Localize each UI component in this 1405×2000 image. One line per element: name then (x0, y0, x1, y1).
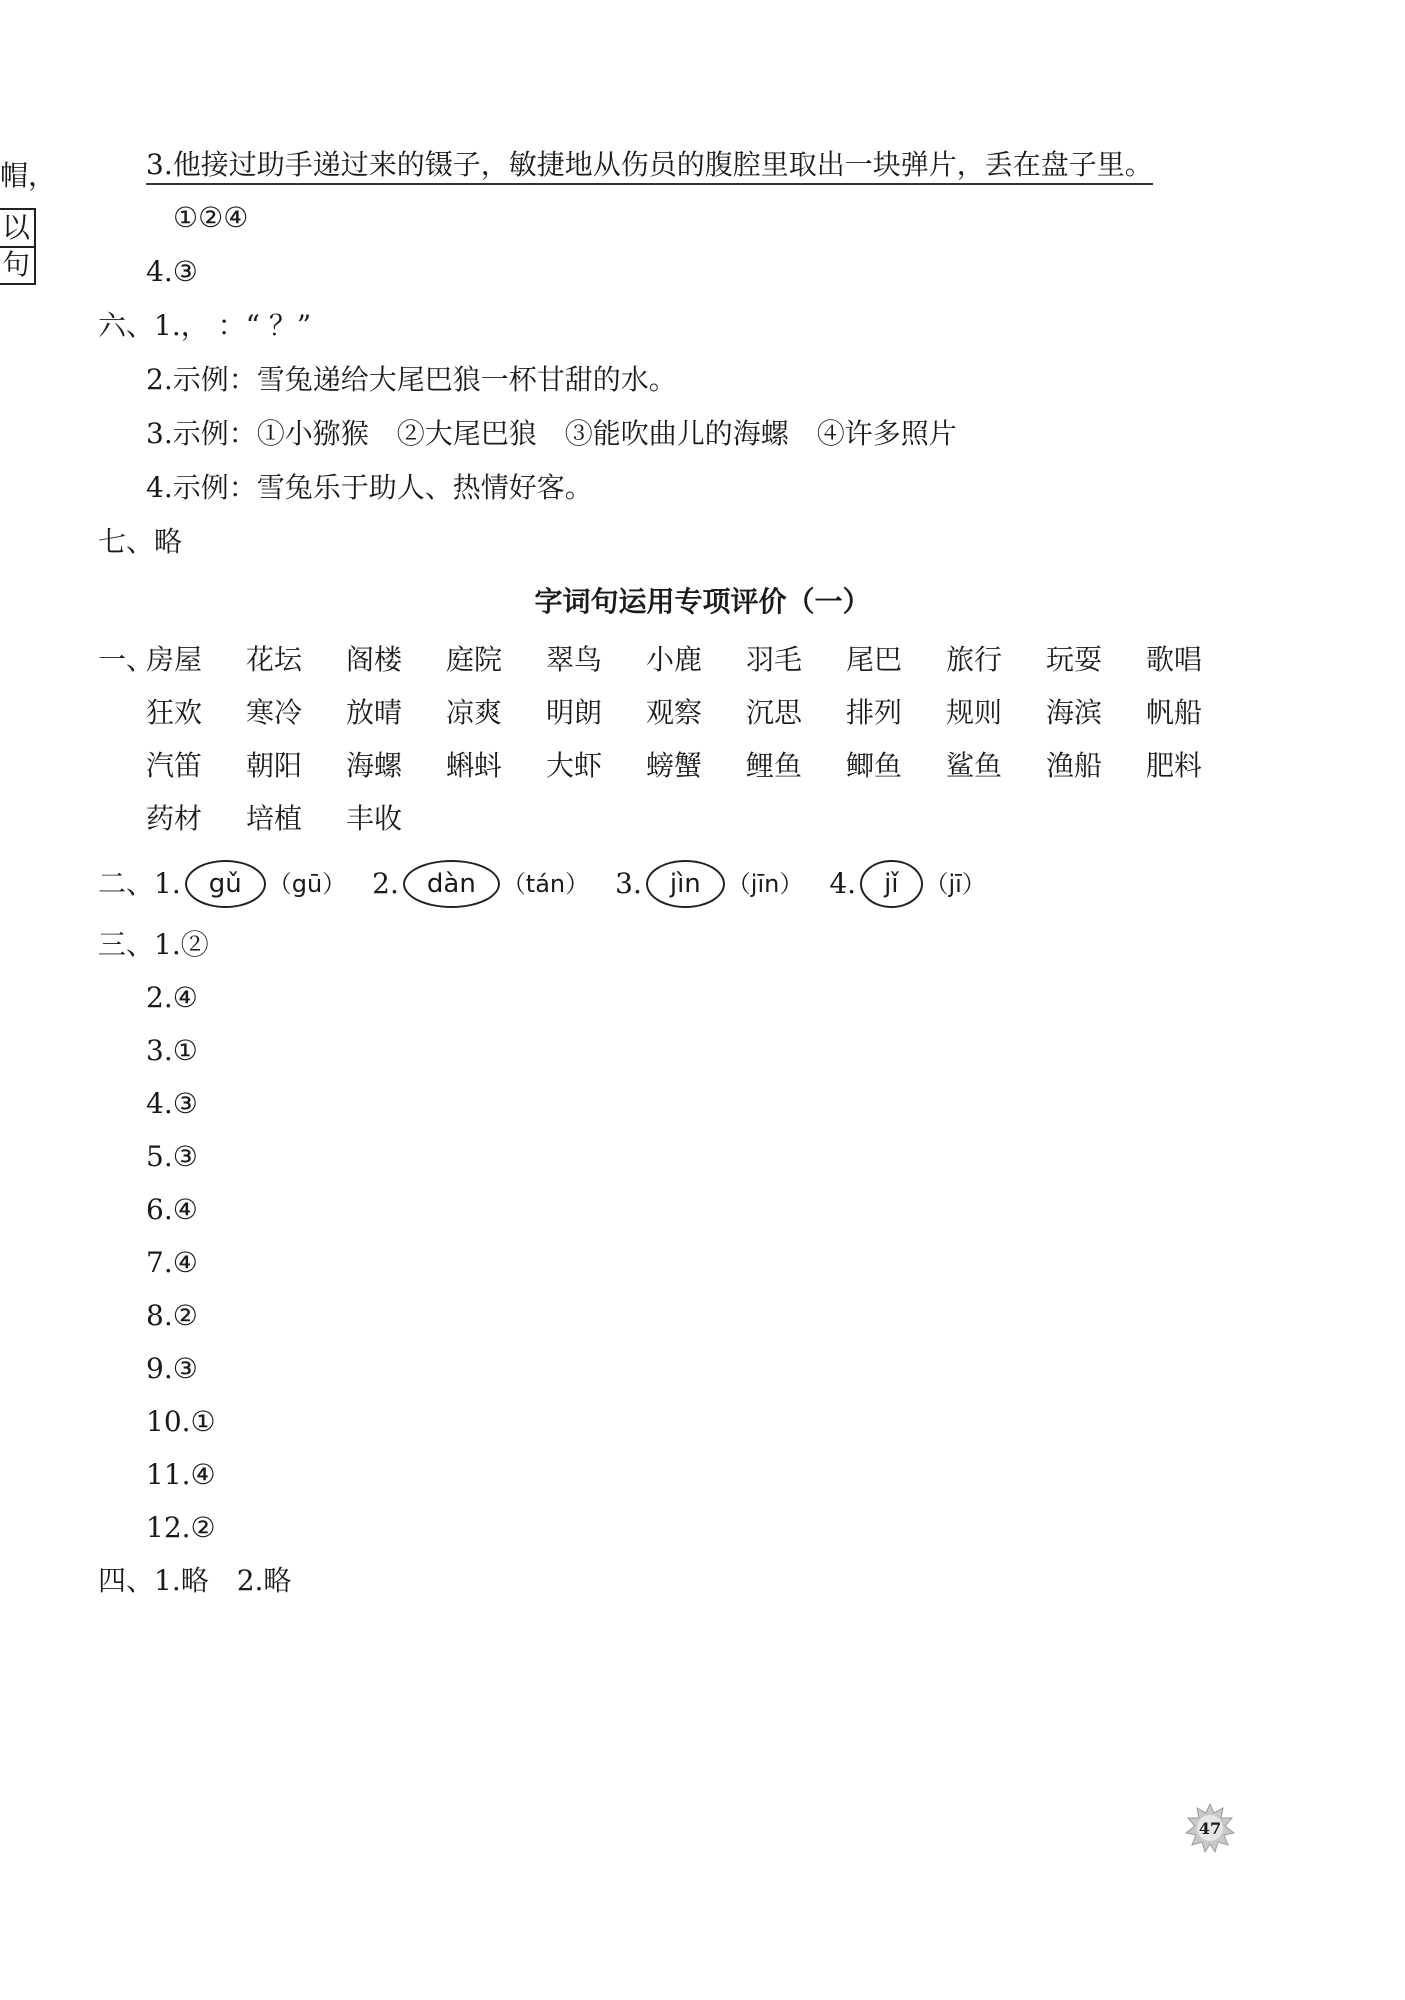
pinyin-num: 3. (615, 867, 642, 900)
word: 海螺 (346, 749, 403, 782)
section-title: 字词句运用专项评价（一） (534, 585, 871, 618)
word: 明朗 (546, 696, 603, 729)
answer-line-5: 2.示例：雪兔递给大尾巴狼一杯甘甜的水。 (146, 363, 677, 396)
word: 尾巴 (846, 643, 903, 676)
word: 鲤鱼 (746, 749, 803, 782)
answer-line-2: ①②④ (173, 201, 249, 234)
underlined-sentence: 3.他接过助手递过来的镊子，敏捷地从伤员的腹腔里取出一块弹片，丢在盘子里。 (146, 148, 1153, 185)
q3-line: 5.③ (146, 1140, 198, 1173)
word: 沉思 (746, 696, 803, 729)
q3-line: 12.② (146, 1511, 216, 1544)
word: 寒冷 (246, 696, 303, 729)
word: 螃蟹 (646, 749, 703, 782)
q3-line: 2.④ (146, 981, 198, 1014)
pinyin-num: 4. (829, 867, 857, 900)
pinyin-row (98, 860, 1012, 908)
q3-line: 9.③ (146, 1352, 198, 1385)
answer-line-8: 七、略 (98, 525, 183, 558)
pinyin-num: 1. (154, 867, 181, 900)
word: 庭院 (446, 643, 503, 676)
pinyin-circled: dàn (403, 860, 500, 908)
word-row (146, 746, 1246, 799)
word: 狂欢 (146, 696, 203, 729)
q3-line: 三、1.② (98, 928, 209, 961)
word: 歌唱 (1146, 643, 1203, 676)
word: 观察 (646, 696, 703, 729)
word: 药材 (146, 802, 203, 835)
pinyin-alt: （tán） (501, 870, 590, 898)
q3-line: 10.① (146, 1405, 216, 1438)
pinyin-alt: （jīn） (726, 870, 804, 898)
q3-line: 4.③ (146, 1087, 198, 1120)
word: 凉爽 (446, 696, 503, 729)
q4-line: 四、1.略 2.略 (98, 1564, 292, 1597)
pinyin-num: 2. (372, 867, 399, 900)
pinyin-circled: jǐ (860, 860, 922, 908)
word: 放晴 (346, 696, 403, 729)
q2-prefix: 二、 (98, 867, 155, 900)
word: 羽毛 (746, 643, 803, 676)
word: 培植 (246, 802, 303, 835)
word: 肥料 (1146, 749, 1203, 782)
answer-line-4: 六、1.， ：“ ？” (98, 309, 312, 342)
word-grid (146, 640, 1246, 852)
pinyin-circled: jìn (646, 860, 725, 908)
word: 规则 (946, 696, 1003, 729)
word: 鲫鱼 (846, 749, 903, 782)
answer-line-7: 4.示例：雪兔乐于助人、热情好客。 (146, 471, 593, 504)
word: 渔船 (1046, 749, 1103, 782)
q3-line: 8.② (146, 1299, 198, 1332)
word: 翠鸟 (546, 643, 603, 676)
word: 旅行 (946, 643, 1003, 676)
edge-fragment-3: 句 (0, 247, 36, 285)
word-row (146, 799, 1246, 852)
word: 丰收 (346, 802, 403, 835)
q3-line: 7.④ (146, 1246, 198, 1279)
word-row (146, 640, 1246, 693)
word: 小鹿 (646, 643, 703, 676)
word: 花坛 (246, 643, 303, 676)
edge-fragment-2: 以 (0, 208, 36, 248)
word: 鲨鱼 (946, 749, 1003, 782)
word: 排列 (846, 696, 903, 729)
edge-fragment-1: 帽， (0, 159, 57, 192)
word: 朝阳 (246, 749, 303, 782)
word-row (146, 693, 1246, 746)
word: 阁楼 (346, 643, 403, 676)
q3-line: 6.④ (146, 1193, 198, 1226)
word: 大虾 (546, 749, 603, 782)
pinyin-alt: （jī） (924, 870, 986, 898)
pinyin-circled: gǔ (185, 860, 266, 908)
word: 海滨 (1046, 696, 1103, 729)
q3-line: 11.④ (146, 1458, 216, 1491)
answer-line-3: 4.③ (146, 255, 198, 288)
word: 蝌蚪 (446, 749, 503, 782)
page-number-badge (1185, 1803, 1235, 1853)
word: 房屋 (146, 643, 203, 676)
answer-line-1 (146, 145, 1153, 185)
word: 汽笛 (146, 749, 203, 782)
word: 帆船 (1146, 696, 1203, 729)
pinyin-alt: （gū） (267, 870, 347, 898)
q3-line: 3.① (146, 1034, 198, 1067)
word: 玩耍 (1046, 643, 1103, 676)
answer-line-6: 3.示例：①小猕猴 ②大尾巴狼 ③能吹曲儿的海螺 ④许多照片 (146, 417, 957, 450)
q1-prefix: 一、 (98, 643, 155, 676)
page-number: 47 (1198, 1819, 1222, 1838)
